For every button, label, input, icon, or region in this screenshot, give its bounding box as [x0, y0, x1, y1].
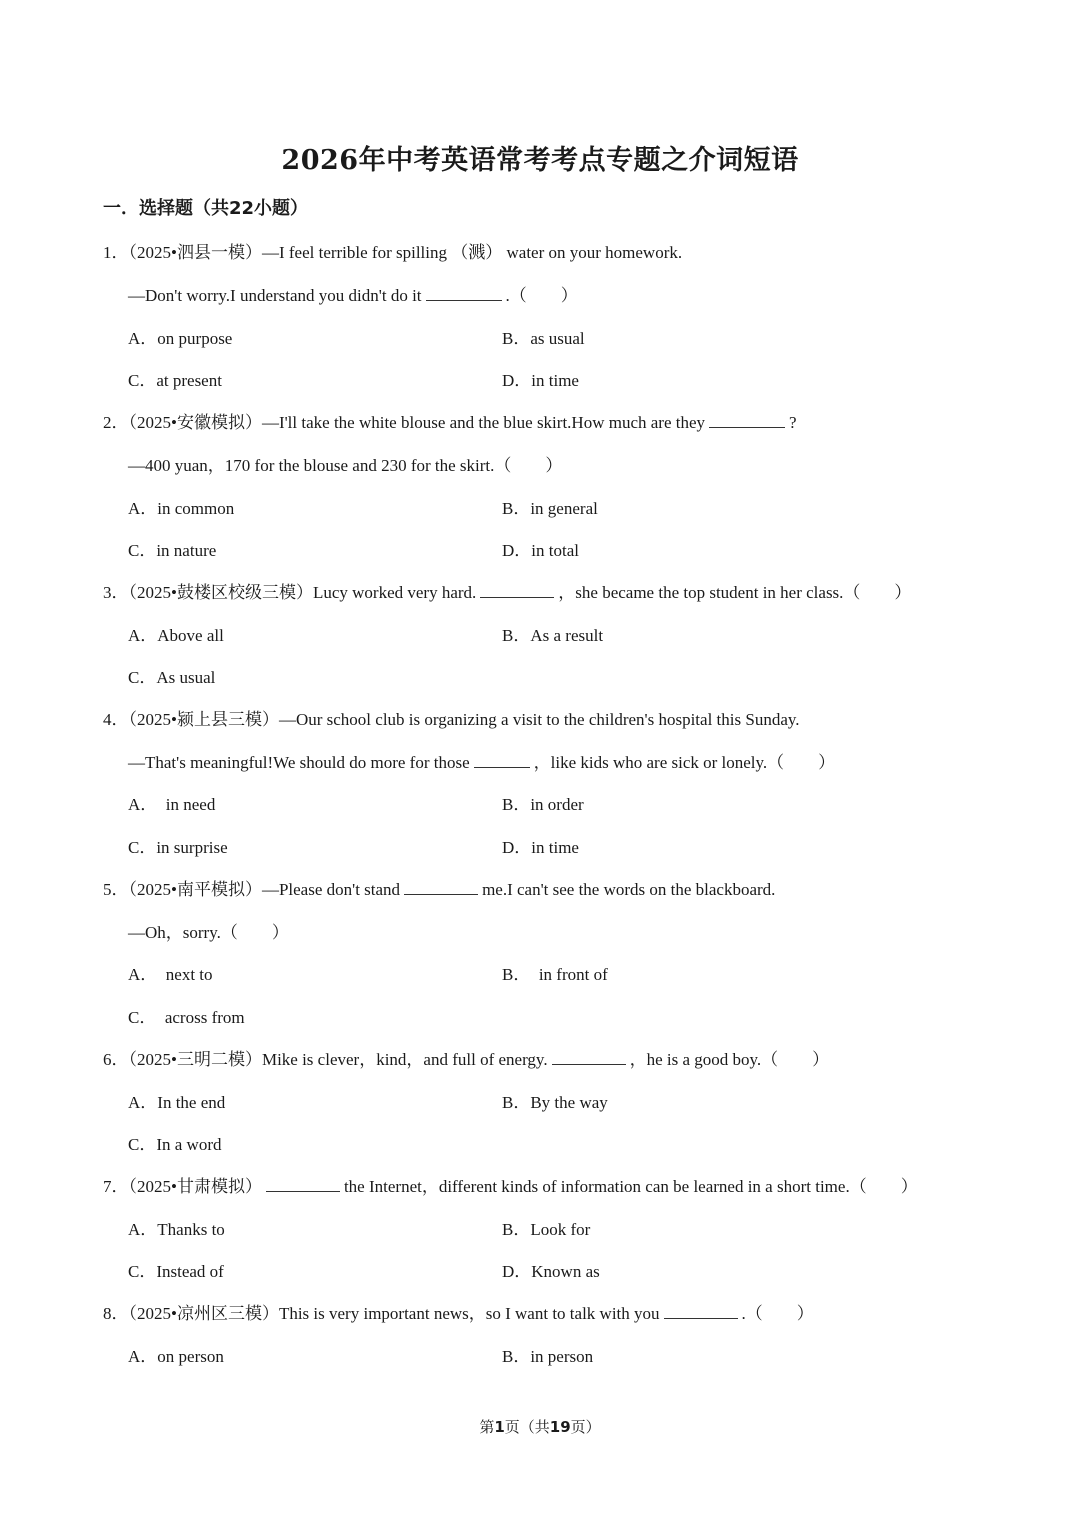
answer-blank [474, 766, 530, 768]
footer-middle: 页（共 [504, 1418, 550, 1436]
page-footer [0, 1416, 1080, 1437]
option-c: C．As usual [128, 668, 216, 687]
question-3 [103, 578, 911, 603]
question-number: 2． [103, 413, 129, 432]
question-stem-end: the Internet，different kinds of information can be learned in a short time.（ ） [343, 1177, 918, 1196]
option-c: C．in nature [128, 541, 217, 560]
option-a: A．In the end [128, 1093, 226, 1112]
option-c: C．Instead of [128, 1262, 224, 1281]
question-number: 5． [103, 880, 129, 899]
option-d: D．Known as [502, 1262, 600, 1281]
option-a: A． next to [128, 965, 213, 984]
option-a: A．on person [128, 1347, 224, 1366]
option-a: A．Thanks to [128, 1220, 225, 1239]
option-b: B．Look for [502, 1220, 591, 1239]
option-b: B．as usual [502, 329, 585, 348]
option-a: A．Above all [128, 626, 224, 645]
answer-blank [664, 1317, 738, 1319]
question-number: 4． [103, 710, 129, 729]
answer-blank [480, 596, 554, 598]
question-number: 1． [103, 243, 129, 262]
question-4 [103, 705, 800, 730]
option-a: A． in need [128, 795, 216, 814]
option-b: B． in front of [502, 965, 608, 984]
question-stem: This is very important news，so I want to talk with you [278, 1304, 660, 1323]
reply-text: —Don't worry.I understand you didn't do it [128, 286, 422, 305]
question-source: （2025•颍上县三模） [128, 710, 279, 729]
page-number: 1 [494, 1418, 505, 1436]
question-1 [103, 238, 682, 263]
option-a: A．in common [128, 499, 235, 518]
question-stem-end: ? [789, 413, 797, 432]
question-2 [103, 408, 797, 433]
question-stem: —Please don't stand [261, 880, 401, 899]
option-b: B．in general [502, 499, 598, 518]
answer-blank [266, 1190, 340, 1192]
option-b: B．By the way [502, 1093, 608, 1112]
question-source: （2025•泗县一模） [128, 243, 262, 262]
option-a: A．on purpose [128, 329, 233, 348]
question-source: （2025•南平模拟） [128, 880, 262, 899]
question-5 [103, 875, 775, 900]
option-b: B．As a result [502, 626, 604, 645]
section-heading: 一．选择题（共22小题） [103, 198, 309, 219]
answer-blank [426, 299, 502, 301]
option-c: C．in surprise [128, 838, 228, 857]
question-stem: —Our school club is organizing a visit to the children's hospital this Sunday. [278, 710, 800, 729]
question-number: 6． [103, 1050, 129, 1069]
footer-prefix: 第 [479, 1418, 495, 1436]
question-4-reply [128, 748, 835, 773]
footer-suffix: 页） [570, 1418, 601, 1436]
option-b: B．in order [502, 795, 584, 814]
reply-text-end: ，like kids who are sick or lonely.（ ） [533, 753, 836, 772]
page-total: 19 [549, 1418, 571, 1436]
question-stem-end: ，she became the top student in her class.（ ） [558, 583, 912, 602]
question-stem: Lucy worked very hard. [312, 583, 477, 602]
question-1-reply [128, 281, 578, 306]
question-source: （2025•鼓楼区校级三模） [128, 583, 313, 602]
question-source: （2025•甘肃模拟） [128, 1177, 262, 1196]
question-stem: Mike is clever，kind，and full of energy. [261, 1050, 548, 1069]
question-6 [103, 1045, 829, 1070]
question-8 [103, 1299, 814, 1324]
question-2-reply: —400 yuan，170 for the blouse and 230 for the skirt.（ ） [128, 456, 563, 475]
question-stem: —I'll take the white blouse and the blue skirt.How much are they [261, 413, 706, 432]
question-number: 3． [103, 583, 129, 602]
question-stem-end: me.I can't see the words on the blackboard. [482, 880, 776, 899]
reply-text: —That's meaningful!We should do more for those [128, 753, 470, 772]
question-number: 8． [103, 1304, 129, 1323]
option-b: B．in person [502, 1347, 594, 1366]
page-title: 2026年中考英语常考考点专题之介词短语 [281, 145, 799, 176]
answer-paren: .（ ） [505, 286, 578, 305]
question-stem-end: .（ ） [741, 1304, 814, 1323]
answer-blank [552, 1063, 626, 1065]
question-stem: —I feel terrible for spilling （溅） water on your homework. [261, 243, 683, 262]
option-d: D．in time [502, 838, 579, 857]
question-stem-end: ，he is a good boy.（ ） [629, 1050, 830, 1069]
option-d: D．in total [502, 541, 579, 560]
question-5-reply: —Oh，sorry.（ ） [128, 923, 289, 942]
question-source: （2025•安徽模拟） [128, 413, 262, 432]
option-d: D．in time [502, 371, 579, 390]
option-c: C．at present [128, 371, 222, 390]
option-c: C．In a word [128, 1135, 222, 1154]
answer-blank [404, 893, 478, 895]
answer-blank [709, 426, 785, 428]
question-source: （2025•凉州区三模） [128, 1304, 279, 1323]
question-7 [103, 1172, 918, 1197]
option-c: C． across from [128, 1008, 245, 1027]
question-source: （2025•三明二模） [128, 1050, 262, 1069]
question-number: 7． [103, 1177, 129, 1196]
